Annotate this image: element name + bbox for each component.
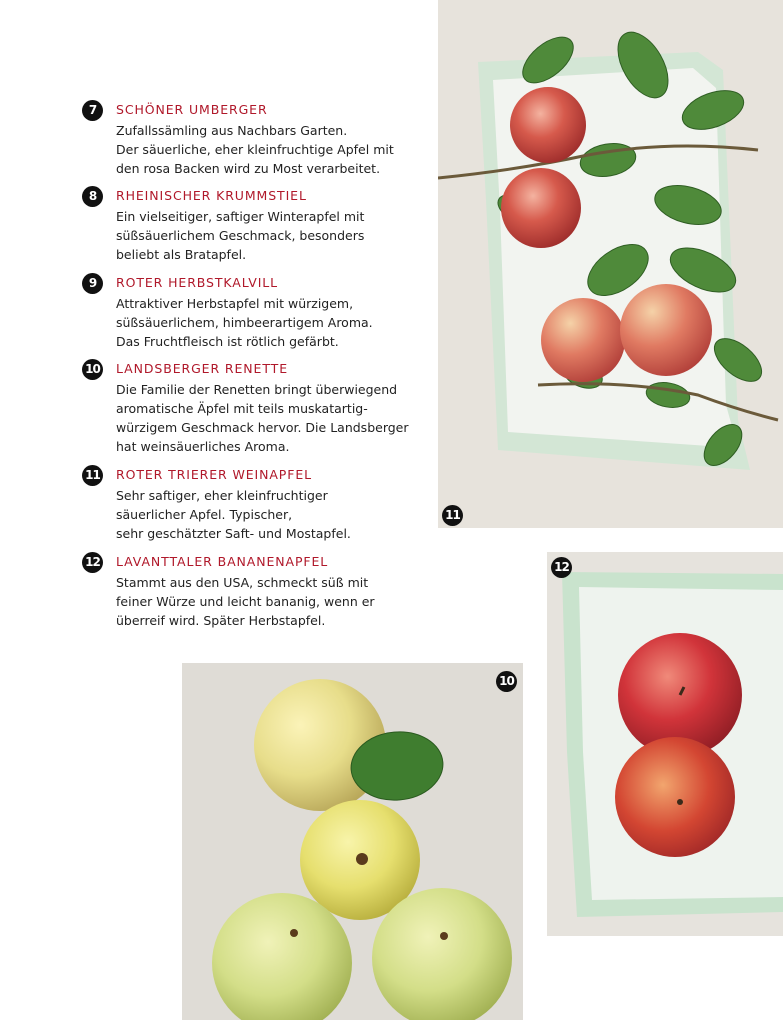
- variety-title: RHEINISCHER KRUMMSTIEL: [116, 188, 307, 203]
- description-line: Attraktiver Herbstapfel mit würzigem,: [116, 296, 354, 311]
- photo-landsberger-renette: [182, 663, 523, 1020]
- variety-description: [116, 380, 426, 456]
- number-badge-8: 8: [82, 186, 103, 207]
- number-badge-11: 11: [82, 465, 103, 486]
- variety-title: LAVANTTALER BANANENAPFEL: [116, 554, 329, 569]
- description-line: den rosa Backen wird zu Most verarbeitet.: [116, 161, 381, 176]
- variety-title: ROTER TRIERER WEINAPFEL: [116, 467, 312, 482]
- variety-description: [116, 121, 426, 178]
- number-badge-9: 9: [82, 273, 103, 294]
- variety-description: [116, 573, 426, 630]
- description-line: feiner Würze und leicht bananig, wenn er: [116, 594, 375, 609]
- photo-badge-12: 12: [551, 557, 572, 578]
- variety-description: [116, 486, 426, 543]
- apple-photo-10: [182, 663, 523, 1020]
- description-line: süßsäuerlichem, himbeerartigem Aroma.: [116, 315, 373, 330]
- number-badge-10: 10: [82, 359, 103, 380]
- apple-photo-11: [438, 0, 783, 528]
- variety-title: SCHÖNER UMBERGER: [116, 102, 268, 117]
- description-line: Der säuerliche, eher kleinfruchtige Apfel mit: [116, 142, 394, 157]
- description-line: Stammt aus den USA, schmeckt süß mit: [116, 575, 369, 590]
- description-line: beliebt als Bratapfel.: [116, 247, 247, 262]
- number-badge-12: 12: [82, 552, 103, 573]
- description-line: Das Fruchtfleisch ist rötlich gefärbt.: [116, 334, 339, 349]
- variety-title: ROTER HERBSTKALVILL: [116, 275, 279, 290]
- number-badge-7: 7: [82, 100, 103, 121]
- description-line: hat weinsäuerliches Aroma.: [116, 439, 290, 454]
- description-line: Die Familie der Renetten bringt überwiegend: [116, 382, 398, 397]
- description-line: süßsäuerlichem Geschmack, besonders: [116, 228, 365, 243]
- variety-title: LANDSBERGER RENETTE: [116, 361, 288, 376]
- description-line: Zufallssämling aus Nachbars Garten.: [116, 123, 348, 138]
- description-line: aromatische Äpfel mit teils muskatartig-: [116, 401, 368, 416]
- apple-photo-12: [547, 552, 783, 936]
- description-line: Ein vielseitiger, saftiger Winterapfel mit: [116, 209, 365, 224]
- description-line: säuerlicher Apfel. Typischer,: [116, 507, 293, 522]
- variety-description: [116, 294, 426, 351]
- description-line: sehr geschätzter Saft- und Mostapfel.: [116, 526, 351, 541]
- description-line: überreif wird. Später Herbstapfel.: [116, 613, 326, 628]
- photo-badge-10: 10: [496, 671, 517, 692]
- photo-lavanttaler-bananenapfel: [547, 552, 783, 936]
- photo-badge-11: 11: [442, 505, 463, 526]
- variety-description: [116, 207, 426, 264]
- description-line: Sehr saftiger, eher kleinfruchtiger: [116, 488, 328, 503]
- photo-roter-trierer-weinapfel: [438, 0, 783, 528]
- description-line: würzigem Geschmack hervor. Die Landsberger: [116, 420, 409, 435]
